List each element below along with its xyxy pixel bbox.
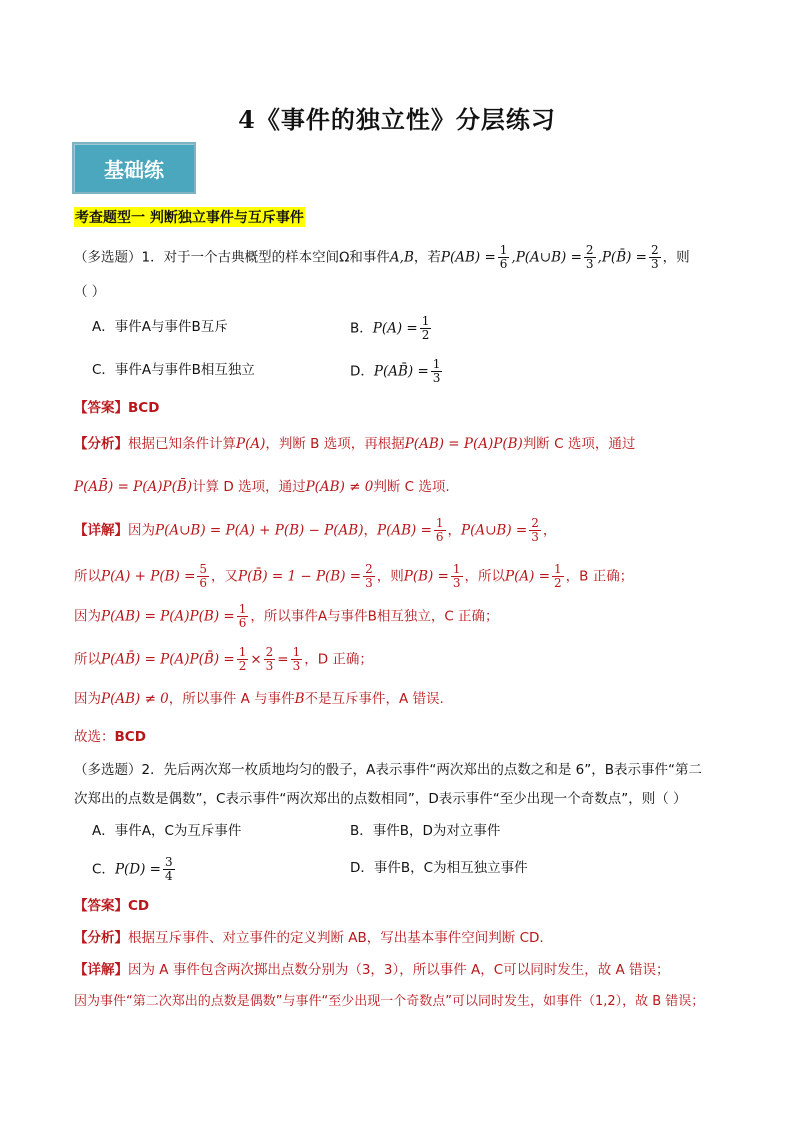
question-type-heading: 考查题型一 判断独立事件与互斥事件 [74,207,305,227]
fraction: $\frac{2}{3}$ [531,516,539,544]
q1-stem-line1: （多选题）1．对于一个古典概型的样本空间Ω和事件A,B，若P(AB) = $\frac{1}{6}$ ,P(A∪B) = $\frac{2}{3}$ ,P(B̄) = $\frac{2}{3}$ ，则 [74,243,690,271]
q1-option-b: B．P(A) = $\frac{1}{2}$ [350,314,430,342]
q2-option-a: A．事件A，C为互斥事件 [92,823,242,839]
fraction: $\frac{1}{6}$ [499,243,508,271]
q1-detail-line4: 所以P(AB̄) = P(A)P(B̄) = $\frac{1}{2}$ × $\frac{2}{3}$ = $\frac{1}{3}$ ，D 正确； [74,645,373,673]
q1-answer: 【答案】BCD [74,400,160,416]
fraction: $\frac{2}{3}$ [650,243,659,271]
q1-detail-line2: 所以P(A) + P(B) = $\frac{5}{6}$ ，又P(B̄) = 1 − P(B) = $\frac{2}{3}$ ，则P(B) = $\frac{1}{3}$ ，所以P(A) = $\frac{1}{2}$ ，B 正确； [74,562,634,590]
fraction: $\frac{2}{3}$ [265,645,274,673]
fraction: $\frac{1}{3}$ [292,645,301,673]
fraction: $\frac{1}{2}$ [238,645,247,673]
q2-option-b: B．事件B，D为对立事件 [350,823,501,839]
q1-answer-paren: （ ） [74,284,106,300]
q2-detail-line1: 【详解】因为 A 事件包含两次掷出点数分别为（3，3），所以事件 A，C可以同时发生，故 A 错误； [74,962,670,978]
q2-stem-line1: （多选题）2．先后两次郑一枚质地均匀的骰子，A表示事件“两次郑出的点数之和是 6”，B表示事件“第二 [74,762,702,778]
section-badge: 基础练 [72,142,196,194]
fraction: $\frac{5}{6}$ [199,562,208,590]
q1-analysis-line2: P(AB̄) = P(A)P(B̄)计算 D 选项，通过P(AB) ≠ 0判断 C 选项. [74,479,450,495]
fraction: $\frac{1}{3}$ [452,562,461,590]
fraction: $\frac{1}{2}$ [421,314,430,342]
fraction: $\frac{1}{3}$ [432,357,441,385]
q2-option-d: D．事件B，C为相互独立事件 [350,860,528,876]
q1-option-a: A．事件A与事件B互斥 [92,319,228,335]
fraction: $\frac{1}{2}$ [554,562,562,590]
q2-answer: 【答案】CD [74,898,150,914]
fraction: $\frac{2}{3}$ [585,243,594,271]
q1-option-d: D．P(AB̄) = $\frac{1}{3}$ [350,357,441,385]
q2-stem-line2: 次郑出的点数是偶数”，C表示事件“两次郑出的点数相同”，D表示事件“至少出现一个奇数点”，则（ ） [74,791,687,807]
fraction: $\frac{3}{4}$ [164,855,173,883]
q1-detail-line3: 因为P(AB) = P(A)P(B) = $\frac{1}{6}$ ，所以事件A与事件B相互独立，C 正确； [74,602,499,630]
page-title: 4《事件的独立性》分层练习 [238,105,556,134]
q2-analysis: 【分析】根据互斥事件、对立事件的定义判断 AB，写出基本事件空间判断 CD. [74,930,544,946]
q1-option-c: C．事件A与事件B相互独立 [92,362,255,378]
fraction: $\frac{1}{6}$ [238,602,247,630]
fraction: $\frac{1}{6}$ [435,516,444,544]
q1-analysis-line1: 【分析】根据已知条件计算P(A)，判断 B 选项，再根据P(AB) = P(A)P(B)判断 C 选项，通过 [74,436,636,452]
q2-detail-line2: 因为事件“第二次郑出的点数是偶数”与事件“至少出现一个奇数点”可以同时发生，如事件（1,2），故 B 错误； [74,994,705,1009]
q1-choose: 故选：BCD [74,729,146,745]
q1-detail-line5: 因为P(AB) ≠ 0，所以事件 A 与事件B不是互斥事件，A 错误. [74,691,444,707]
q2-option-c: C．P(D) = $\frac{3}{4}$ [92,855,173,883]
fraction: $\frac{2}{3}$ [365,562,373,590]
q1-detail-line1: 【详解】因为P(A∪B) = P(A) + P(B) − P(AB)，P(AB) = $\frac{1}{6}$ ，P(A∪B) = $\frac{2}{3}$ ， [74,516,557,544]
